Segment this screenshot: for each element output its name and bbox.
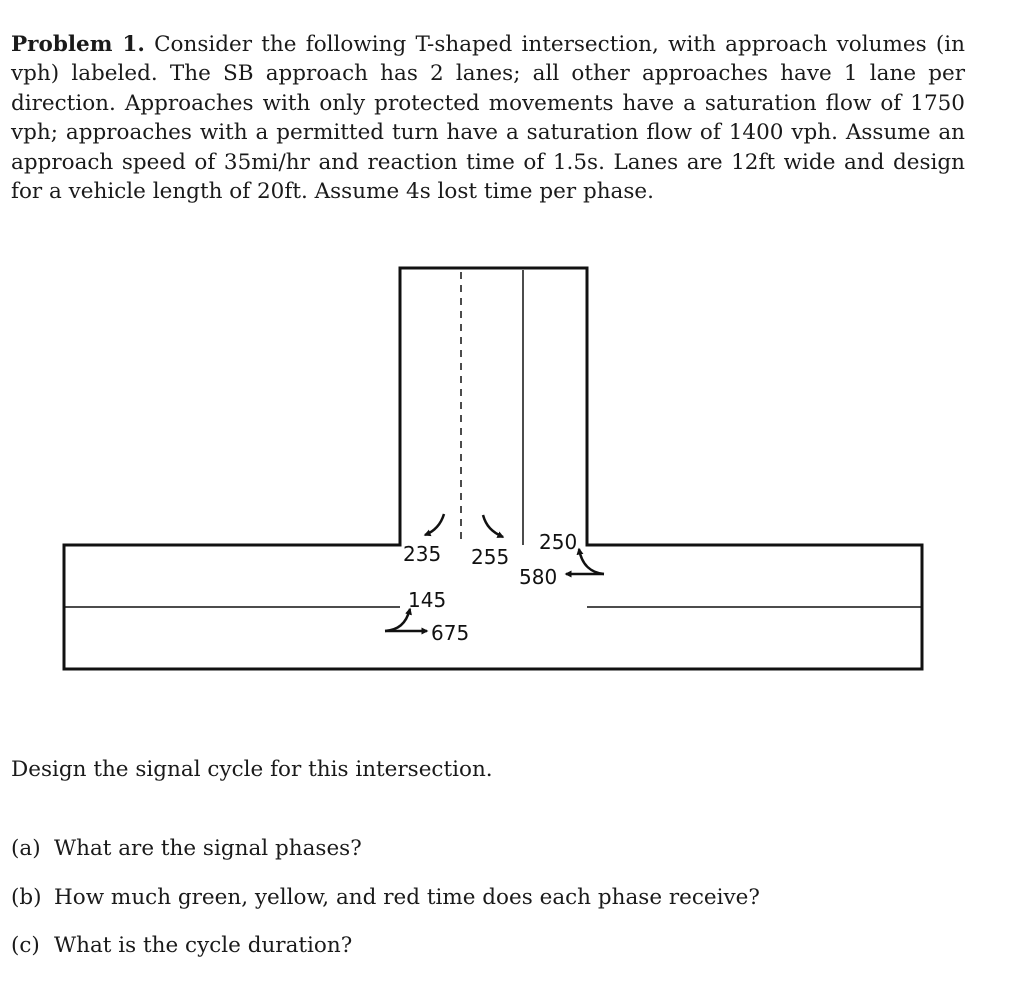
volume-eb-through: 675: [431, 621, 470, 645]
task-text: Design the signal cycle for this intersection.: [11, 757, 493, 782]
problem-heading: Problem 1.: [11, 32, 145, 57]
wb-left-turn-arrow-icon: [579, 549, 604, 574]
road-outline: [64, 268, 922, 669]
question-a: [11, 836, 362, 861]
question-c-label: (c): [11, 933, 40, 958]
question-a-text: What are the signal phases?: [54, 836, 362, 861]
question-b-text: How much green, yellow, and red time does each phase receive?: [54, 885, 760, 910]
volume-sb-right: 235: [403, 542, 442, 566]
question-b-label: (b): [11, 885, 42, 910]
sb-right-turn-arrow-icon: [425, 514, 444, 535]
problem-text: Consider the following T-shaped intersection, with approach volumes (in vph) labeled. The SB approach has 2 lanes; all other approaches have 1 lane per direction. Approaches with only protected movements have a saturation flow of 1750 vph; approaches with a permitted turn have a saturation flow of 1400 vph. Assume an approach speed of 35mi/hr and reaction time of 1.5s. Lanes are 12ft wide and design for a vehicle length of 20ft. Assume 4s lost time per phase.: [11, 32, 965, 205]
question-c-text: What is the cycle duration?: [54, 933, 353, 958]
sb-left-turn-arrow-icon: [483, 515, 503, 537]
eb-left-turn-arrow-icon: [385, 609, 410, 631]
volume-wb-through: 580: [519, 565, 558, 589]
volume-wb-left: 250: [539, 530, 578, 554]
volume-sb-left: 255: [471, 545, 510, 569]
question-a-label: (a): [11, 836, 41, 861]
question-c: [11, 933, 352, 958]
question-b: [11, 885, 760, 910]
volume-eb-left: 145: [408, 588, 447, 612]
